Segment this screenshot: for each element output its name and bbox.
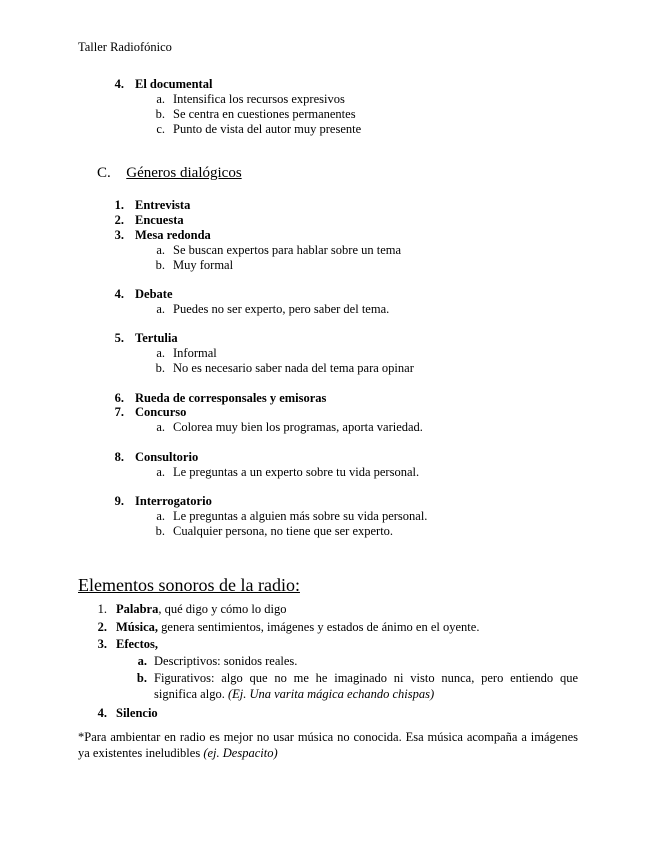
efecto-text-block — [154, 670, 578, 702]
genre-number: 9. — [114, 494, 124, 508]
genre-title: Interrogatorio — [135, 494, 212, 508]
list-item: Puedes no ser experto, pero saber del tema. — [173, 302, 390, 316]
genre-number: 2. — [114, 213, 124, 227]
genre-number: 1. — [114, 198, 124, 212]
elemento-number: 2. — [97, 620, 107, 634]
genre-title: Concurso — [135, 405, 187, 419]
efecto-letter: b. — [136, 671, 147, 685]
genre-title: Consultorio — [135, 450, 199, 464]
elemento-text: , qué digo y cómo lo digo — [158, 602, 287, 616]
list-item: Le preguntas a alguien más sobre su vida personal. — [173, 509, 428, 523]
list-item: No es necesario saber nada del tema para opinar — [173, 361, 414, 375]
list-letter: a. — [156, 509, 165, 523]
elemento-number: 3. — [97, 637, 107, 651]
list-letter: b. — [155, 361, 165, 375]
documental-number: 4. — [114, 77, 124, 91]
efecto-text: Descriptivos: sonidos reales. — [154, 654, 298, 668]
efecto-example: (Ej. Una varita mágica echando chispas) — [227, 687, 435, 701]
list-item: Cualquier persona, no tiene que ser experto. — [173, 524, 394, 538]
list-item: Colorea muy bien los programas, aporta variedad. — [173, 420, 423, 434]
section-title: Géneros dialógicos — [126, 165, 242, 181]
list-item: Se centra en cuestiones permanentes — [173, 107, 356, 121]
elemento-text: genera sentimientos, imágenes y estados de ánimo en el oyente. — [158, 620, 480, 634]
note-example: (ej. Despacito) — [203, 746, 278, 760]
elemento-line — [116, 602, 286, 617]
list-letter: b. — [155, 524, 165, 538]
genre-title: Encuesta — [135, 213, 184, 227]
list-item: Informal — [173, 346, 217, 360]
list-letter: c. — [156, 122, 165, 136]
list-letter: a. — [156, 465, 165, 479]
list-item: Se buscan expertos para hablar sobre un tema — [173, 243, 402, 257]
genre-number: 5. — [114, 331, 124, 345]
elemento-title: Palabra — [116, 602, 159, 616]
genre-number: 8. — [114, 450, 124, 464]
elemento-title: Silencio — [116, 706, 158, 720]
section-letter: C. — [97, 165, 111, 181]
list-item: Muy formal — [173, 258, 234, 272]
list-letter: a. — [156, 302, 165, 316]
genre-number: 4. — [114, 287, 124, 301]
elemento-title: Efectos, — [116, 637, 158, 651]
elemento-number: 4. — [97, 706, 107, 720]
section-c-heading — [97, 164, 242, 182]
page-header: Taller Radiofónico — [78, 40, 172, 54]
elemento-number: 1. — [97, 602, 107, 616]
list-item: Punto de vista del autor muy presente — [173, 122, 362, 136]
genre-number: 3. — [114, 228, 124, 242]
genre-title: Entrevista — [135, 198, 191, 212]
genre-title: Rueda de corresponsales y emisoras — [135, 391, 327, 405]
list-letter: a. — [156, 420, 165, 434]
elementos-heading: Elementos sonoros de la radio: — [78, 575, 300, 595]
list-item: Le preguntas a un experto sobre tu vida personal. — [173, 465, 420, 479]
efecto-letter: a. — [137, 654, 147, 668]
elemento-line — [116, 620, 479, 635]
list-letter: a. — [156, 346, 165, 360]
note-paragraph — [78, 729, 578, 761]
note-text: *Para ambientar en radio es mejor no usar música no conocida. Esa música acompaña a imágenes ya existentes ineludibles — [78, 730, 578, 760]
elemento-title: Música, — [116, 620, 159, 634]
genre-number: 6. — [114, 391, 124, 405]
efecto-text: Figurativos: algo que no me he imaginado ni visto nunca, pero entiendo que significa algo. — [154, 671, 578, 701]
list-letter: b. — [155, 107, 165, 121]
genre-title: Mesa redonda — [135, 228, 211, 242]
list-item: Intensifica los recursos expresivos — [173, 92, 345, 106]
genre-number: 7. — [114, 405, 124, 419]
list-letter: a. — [156, 92, 165, 106]
list-letter: a. — [156, 243, 165, 257]
list-letter: b. — [155, 258, 165, 272]
documental-title: El documental — [135, 77, 213, 91]
genre-title: Tertulia — [135, 331, 178, 345]
genre-title: Debate — [135, 287, 173, 301]
